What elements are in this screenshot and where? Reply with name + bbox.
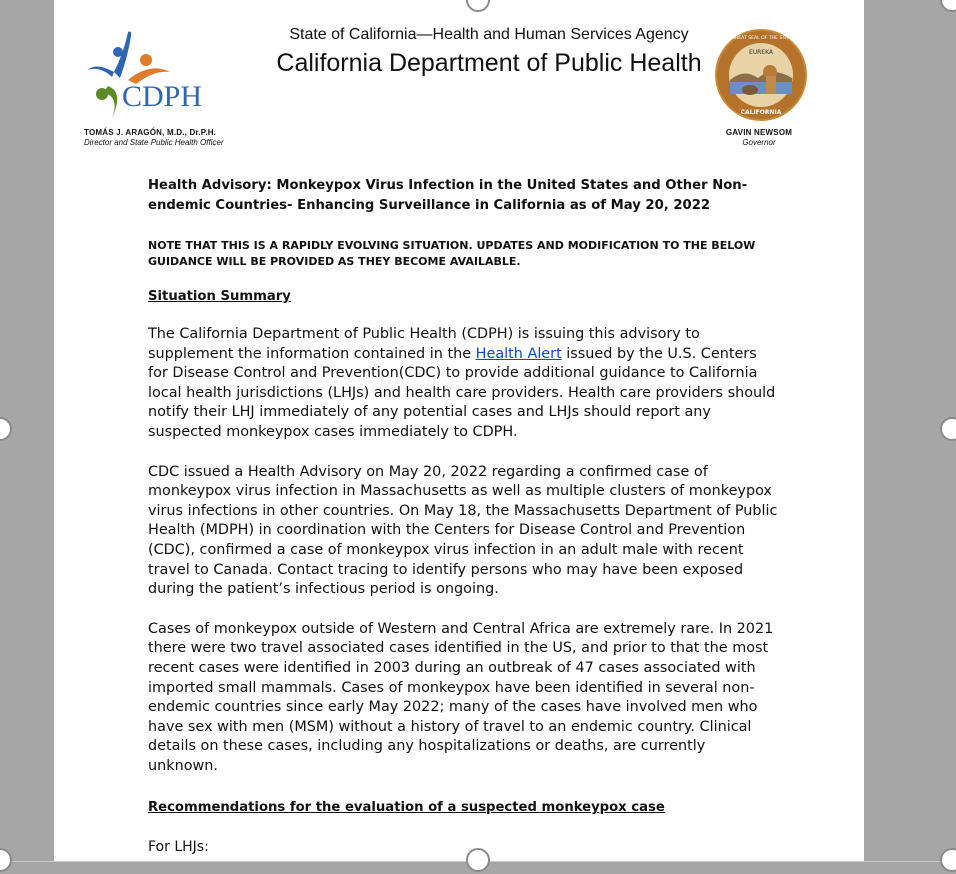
governor-name: GAVIN NEWSOM xyxy=(725,128,793,137)
resize-handle-bottom[interactable] xyxy=(466,848,490,872)
director-title: Director and State Public Health Officer xyxy=(84,138,224,147)
seal-top-text: THE GREAT SEAL OF THE STATE OF xyxy=(720,36,802,41)
paragraph-2: CDC issued a Health Advisory on May 20, 2022 regarding a confirmed case of monkeypox virus infection in Massachusetts as well as multiple clusters of monkeypox virus infections in other countries. On May 18, the Massachusetts Department of Public Health (MDPH) in coordination with the Centers for Disease Control and Prevention (CDC), confirmed a case of monkeypox virus infection in an adult male with recent travel to Canada. Contact tracing to identify persons who may have been exposed during the patient’s infectious period is ongoing. xyxy=(148,463,778,598)
resize-handle-bottom-right[interactable] xyxy=(940,848,956,872)
seal-bottom-text: CALIFORNIA xyxy=(740,109,782,116)
paragraph-3: Cases of monkeypox outside of Western and Central Africa are extremely rare. In 2021 there were two travel associated cases identified in the US, and prior to that the most recent cases were identified in 2003 during an outbreak of 47 cases associated with imported small mammals. Cases of monkeypox have been identified in several non-endemic countries since early May 2022; many of the cases have involved men who have sex with men (MSM) without a history of travel to an endemic country. Clinical details on these cases, including any hospitalizations or deaths, are currently unknown. xyxy=(148,620,774,774)
advisory-title: Health Advisory: Monkeypox Virus Infection in the United States and Other Non- endemic Countries- Enhancing Surveillance in California as of May 20, 2022 xyxy=(148,178,748,213)
agency-name: State of California—Health and Human Services Agency xyxy=(289,26,689,43)
california-seal xyxy=(714,28,808,122)
director-signature xyxy=(84,128,224,147)
governor-signature xyxy=(694,128,824,147)
recommendations-heading: Recommendations for the evaluation of a suspected monkeypox case xyxy=(148,800,665,816)
document-page xyxy=(54,0,864,861)
situation-summary-heading: Situation Summary xyxy=(148,289,291,304)
document-body xyxy=(148,176,778,857)
logo-text: CDPH xyxy=(122,80,203,113)
governor-title: Governor xyxy=(742,138,776,147)
paragraph-1: The California Department of Public Health (CDPH) is issuing this advisory to supplement the information contained in the Health Alert issued by the U.S. Centers for Disease Control and Prevention(CDC) to provide additional guidance to California local health jurisdictions (LHJs) and health care providers. Health care providers should notify their LHJ immediately of any potential cases and LHJs should report any suspected monkeypox cases immediately to CDPH. xyxy=(148,326,776,440)
resize-handle-right[interactable] xyxy=(940,417,956,441)
resize-handle-top-right[interactable] xyxy=(940,0,956,12)
evolving-note: NOTE THAT THIS IS A RAPIDLY EVOLVING SITUATION. UPDATES AND MODIFICATION TO THE BELOW GUIDANCE WILL BE PROVIDED AS THEY BECOME AVAILABLE. xyxy=(148,239,756,268)
resize-handle-bottom-left[interactable] xyxy=(0,848,12,872)
department-name: California Department of Public Health xyxy=(276,49,702,77)
seal-motto: EUREKA xyxy=(748,49,774,56)
cutoff-text: For LHJs: xyxy=(148,839,209,856)
director-name: TOMÁS J. ARAGÓN, M.D., Dr.P.H. xyxy=(84,128,217,137)
health-alert-link[interactable]: Health Alert xyxy=(475,345,562,362)
resize-handle-left[interactable] xyxy=(0,417,12,441)
